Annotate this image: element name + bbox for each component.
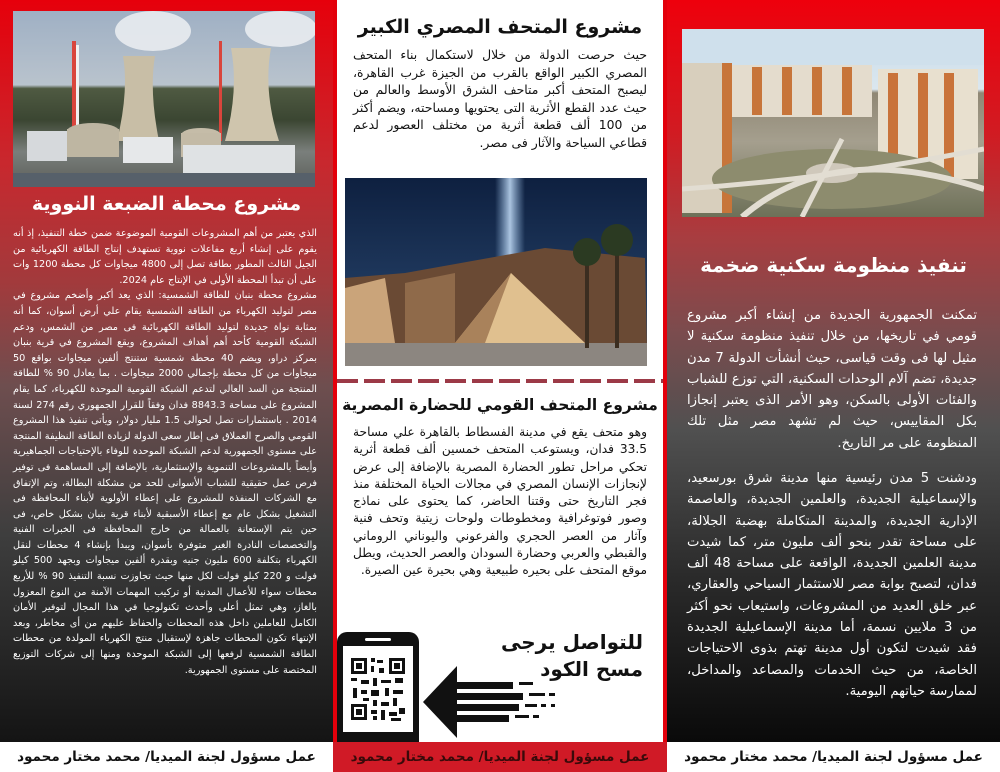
speaker-slot: [365, 638, 391, 641]
nuclear-project-title: مشروع محطة الضبعة النووية: [31, 193, 302, 215]
middle-panel: [333, 0, 667, 742]
paragraph: مشروع محطة بنبان للطاقة الشمسية: الذي يعد أكبر وأضخم مشروع في مصر لتوليد الكهرباء من الطاقة الشمسية يقام علي أرض أسوان، كما أنه بمثابة نواة جديدة لتوليد الطاقة الكهربائية فى مصر من الشمس، ودعم الشبكة القومية كأحد أهم أهداف المشروع، ويقع المشروع في قرية بنبان بمركز دراو، ويضم 40 محطة شمسية ستنتج ألفين ميجاوات بواقع 50 ميجاوات من كل محطة بإجمالي 2000 ميجاوات . بما يعادل 90 % للطاقة المنتجة من السد العالي لتدعم الشبكة القومية الموحدة للكهرباء، كما يقام المشروع على مساحة 8843.3 فدان وفقاً للقرار الجمهوري رقم 274 لسنة 2014 . باستثمارات تصل لحوالى 1.5 مليار دولار، ويأتى تنفيذ هذا المشروع القومي والصرح العملاق فى إطار سعى الدولة لزيادة الطاقة النظيفة المنتجة على مستوى الجمهورية لدعم الشبكة الموحدة للوفاء بالإحتياجات الجماهيرية وأيضاً بالمشروعات التنموية والإستثمارية، بالإضافة إلى المساهمة فى توفير فرص عمل حقيقية للشباب الأسوانى للحد من مشكلة البطالة، وتم الإتفاق مع الشركات المنفذة للمشروع على إعطاء الأولوية لأبناء المحافظة فى التشغيل بشكل عام مع إعطاء الأسبقية لأبناء قرية بنبان بشكل خاص، فى حين يتم الإستعانة بالعمالة من خارج المحافظة فى الخبرات الفنية والتخصصات النادرة الغير متوفرة بأسوان، ويبدأ بإنشاء 4 محطات لنقل الكهرباء بتكلفة 600 مليون جنيه وبقدرة ألفين ميجاوات وبجهد 500 كيلو فولت و 220 كيلو فولت لكل منها حيث تجاوزت نسبة التنفيذ 90 % للأربع محطات سواء للأعمال المدنية أو تركيب المهمات الآمنة من النوع المعزول بالغاز، وهي تمثل أعلى وأحدث تكنولوجيا في هذا المجال لتوفير الأمان الكامل للعاملين داخل هذه المحطات والحفاظ عليهم من أى مخاطر، وبعد الإنتهاء تكون المحطات جاهزة لإستقبال منتج الكهرباء المولدة من محطات الطاقة الشمسية لرفعها إلى الشبكة الموحدة ومنها إلى شركات التوزيع المختصة على مستوى الجمهورية.: [13, 290, 318, 676]
grand-museum-body: حيث حرصت الدولة من خلال لاستكمال بناء المتحف المصري الكبير الواقع بالقرب من الجيزة غرب القاهرة، ليصبح المتحف أكبر متاحف الشرق الأوسط والعالم من حيث عدد القطع الأثرية التى يحتويها ومساحته، ويضم أكثر من 100 ألف قطعة أثرية من مختلف العصور لدعم قطاعي السياحة والآثار فى مصر.: [353, 47, 647, 150]
housing-project-title: تنفيذ منظومة سكنية ضخمة: [700, 253, 967, 277]
footer-credit-middle: عمل مسؤول لجنة الميديا/ محمد مختار محمود: [333, 742, 667, 772]
qr-code-icon[interactable]: [343, 646, 413, 732]
grand-museum-title: مشروع المتحف المصري الكبير: [357, 16, 643, 38]
museum-illustration: [345, 178, 647, 366]
housing-body-1: تمكنت الجمهورية الجديدة من إنشاء أكبر مشروع قومي في تاريخها، من خلال تنفيذ منظومة سكنية لا مثيل لها فى وقت قياسى، حيث أنشأت الدولة 7 مدن جديدة، تضم آلام الوحدات السكنية، التي توزع للشباب والفئات الأولى بالسكن، وهو الأمر الذى يعتبر إنجازا بكل المقاييس، حيث لم تشهد مصر مثل تلك المنظومة على مر التاريخ.: [687, 308, 977, 451]
paragraph: الذي يعتبر من أهم المشروعات القومية الموضوعة ضمن خطة التنفيذ، إذ أنه يقوم على إنشاء أربع مفاعلات نووية تستهدف إنتاج الطاقة الكهربائية من الجيل الثالث المطور بطاقة تصل إلى 4800 ميجاوات كل محطة 1200 وات على أن تبدأ المحطة الأولى في الإنتاج عام 2024.: [13, 228, 318, 286]
civilization-museum-body: وهو متحف يقع في مدينة الفسطاط بالقاهرة علي مساحة 33.5 فدان، ويستوعب المتحف خمسين ألف قطعة أثرية تحكي مراحل تطور الحضارة المصرية بالإضافة إلى عرض لإنجازات الإنسان المصري في مجالات الحياة المختلفة منذ فجر التاريخ حتى وقتنا الحاضر، كما يحتوى على نماذج وصور فوتوغرافية ومخطوطات ولوحات زيتية وتحف فنية وآثار من العصر الحجري والفرعوني واليوناني الروماني والقبطي والعربي وحضارة السودان والعصر الحديث، ويطل موقع المتحف على بحيره طبيعية وهي بحيرة عين الصيرة.: [353, 425, 647, 578]
phone-screen: [343, 646, 413, 732]
smartphone-icon[interactable]: [337, 632, 419, 742]
contact-section: [337, 628, 663, 742]
contact-line-2: مسح الكود: [540, 657, 643, 681]
power-plant-illustration: [13, 11, 315, 187]
grand-egyptian-museum-photo: [345, 178, 647, 366]
housing-body-2: ودشنت 5 مدن رئيسية منها مدينة شرق بورسعيد، والإسماعيلية الجديدة، والعلمين الجديدة، والعاصمة الإدارية الجديدة، والمدينة المتكاملة بهضبة الجلالة، على مساحة تقدر بنحو ألف مليون متر، كما شيدت مدينة العلمين الجديدة، الواقعة على مساحة 48 ألف فدان، لتصبح بوابة مصر للاستثمار السياحي والعقاري، عبر خلق العديد من المشروعات، واستيعاب نحو أكثر من 3 ملايين نسمة، أما مدينة الإسماعيلية الجديدة فقد شيدت لتكون أول مدينة تهتم بذوى الاحتياجات الخاصة، من حيث الخدمات والمصاعد والمداخل، لممارسة حياتهم اليومية.: [687, 471, 977, 699]
housing-illustration: [682, 29, 984, 217]
left-panel: [0, 0, 333, 742]
contact-line-1: للتواصل يرجى: [501, 630, 643, 654]
nuclear-project-body: [13, 226, 317, 678]
nuclear-power-plant-photo: [13, 11, 315, 187]
footer-credit-right: عمل مسؤول لجنة الميديا/ محمد مختار محمود: [667, 742, 1000, 772]
footer-credit-left: عمل مسؤول لجنة الميديا/ محمد مختار محمود: [0, 742, 333, 772]
right-panel: [667, 0, 1000, 742]
dashed-divider: [337, 379, 663, 383]
housing-complex-photo: [682, 29, 984, 217]
civilization-museum-title: مشروع المتحف القومي للحضارة المصرية: [342, 396, 658, 414]
footer: [0, 742, 1000, 772]
